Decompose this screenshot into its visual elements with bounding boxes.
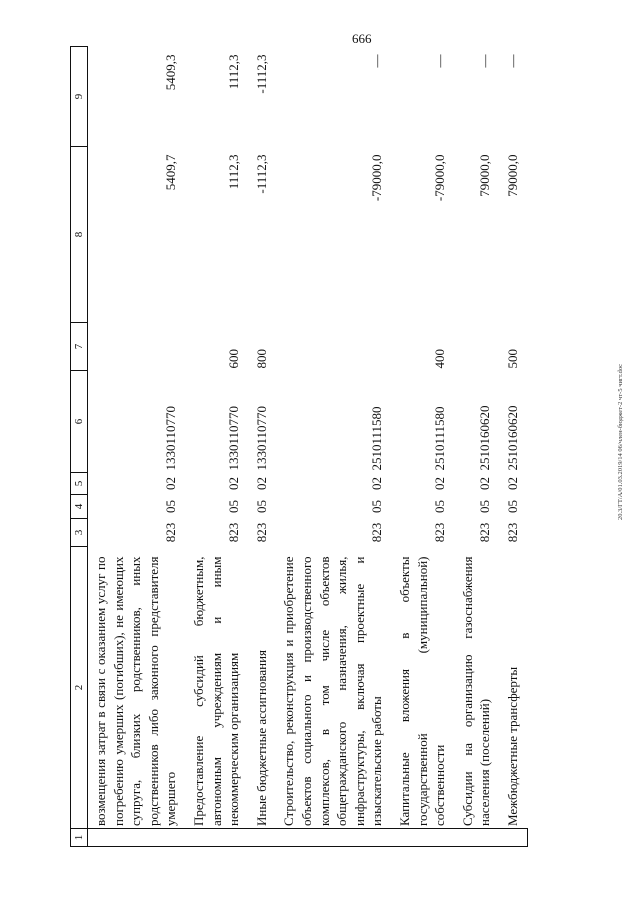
cell-amount-1: -1112,3 bbox=[253, 154, 269, 194]
budget-table bbox=[70, 46, 528, 847]
cell-amount-2: — bbox=[477, 54, 493, 68]
cell-type: 500 bbox=[504, 349, 520, 369]
cell-code: 823 bbox=[226, 522, 242, 543]
table-row bbox=[249, 47, 277, 847]
cell-code: 823 bbox=[504, 522, 520, 543]
cell-code: 823 bbox=[432, 522, 448, 543]
table-row bbox=[276, 47, 392, 847]
cell-target: 1330110770 bbox=[253, 405, 269, 471]
cell-amount-1: -79000,0 bbox=[369, 154, 385, 202]
cell-target: 2510160620 bbox=[477, 405, 493, 471]
cell-amount-2: — bbox=[432, 54, 448, 68]
cell-name: Предоставление субсидий бюджетным, автономным учреждениям и иным некоммерческим организациям bbox=[190, 556, 242, 826]
cell-type: 800 bbox=[253, 349, 269, 369]
header-col-9: 9 bbox=[71, 47, 88, 147]
cell-target: 1330110770 bbox=[226, 405, 242, 471]
cell-empty bbox=[455, 829, 500, 847]
table-body bbox=[88, 47, 528, 847]
table-row bbox=[455, 47, 500, 847]
table-row bbox=[500, 47, 528, 847]
cell-code: 823 bbox=[253, 522, 269, 543]
cell-section: 05 bbox=[163, 500, 179, 513]
cell-name: возмещения затрат в связи с оказанием услуг по погребению умерших (погибших), не имеющих супруга, близких родственников, иных родственников либо законного представителя умершего bbox=[93, 556, 179, 826]
header-col-4: 4 bbox=[71, 495, 88, 519]
cell-type: 600 bbox=[226, 349, 242, 369]
table-row bbox=[186, 47, 249, 847]
cell-section: 05 bbox=[253, 500, 269, 513]
cell-amount-1: 5409,7 bbox=[163, 154, 179, 191]
cell-empty bbox=[392, 829, 455, 847]
cell-empty bbox=[500, 829, 528, 847]
cell-type bbox=[276, 323, 392, 371]
cell-amount-2: 1112,3 bbox=[226, 54, 242, 90]
cell-section: 05 bbox=[226, 500, 242, 513]
cell-empty bbox=[276, 829, 392, 847]
cell-name: Иные бюджетные ассигнования bbox=[253, 649, 269, 826]
header-col-5: 5 bbox=[71, 473, 88, 495]
cell-code: 823 bbox=[477, 522, 493, 543]
footer-file-path-text: 20.3/ГТ/А/01.03.2019/14 06/член-бюджет-2 чт-5 чигт.doc bbox=[617, 364, 624, 520]
budget-table-container bbox=[70, 47, 611, 847]
cell-section: 05 bbox=[432, 500, 448, 513]
header-col-1: 1 bbox=[71, 829, 88, 847]
cell-section: 05 bbox=[504, 500, 520, 513]
cell-subsection: 02 bbox=[477, 477, 493, 490]
cell-amount-2: -1112,3 bbox=[253, 54, 269, 94]
cell-subsection: 02 bbox=[253, 477, 269, 490]
cell-amount-2: — bbox=[504, 54, 520, 68]
cell-empty bbox=[186, 829, 249, 847]
cell-code: 823 bbox=[163, 522, 179, 543]
cell-amount-1: 1112,3 bbox=[226, 154, 242, 190]
cell-type bbox=[88, 323, 186, 371]
page-number: 666 bbox=[352, 31, 372, 46]
table-header-row bbox=[71, 47, 88, 847]
cell-subsection: 02 bbox=[226, 477, 242, 490]
header-col-7: 7 bbox=[71, 323, 88, 371]
table-row bbox=[88, 47, 186, 847]
cell-amount-2: 5409,3 bbox=[163, 54, 179, 91]
cell-amount-1: -79000,0 bbox=[432, 154, 448, 202]
cell-section: 05 bbox=[369, 500, 385, 513]
cell-subsection: 02 bbox=[432, 477, 448, 490]
header-col-6: 6 bbox=[71, 371, 88, 473]
cell-amount-1: 79000,0 bbox=[477, 154, 493, 197]
header-col-2: 2 bbox=[71, 547, 88, 829]
cell-target: 2510160620 bbox=[504, 405, 520, 471]
cell-type bbox=[455, 323, 500, 371]
cell-amount-2: — bbox=[369, 54, 385, 68]
cell-empty bbox=[249, 829, 277, 847]
cell-target: 2510111580 bbox=[432, 406, 448, 471]
table-row bbox=[392, 47, 455, 847]
header-col-3: 3 bbox=[71, 519, 88, 547]
cell-amount-1: 79000,0 bbox=[504, 154, 520, 197]
cell-type: 400 bbox=[432, 349, 448, 369]
cell-name: Капитальные вложения в объекты государственной (муниципальной) собственности bbox=[396, 556, 448, 826]
cell-target: 1330110770 bbox=[163, 405, 179, 471]
cell-section: 05 bbox=[477, 500, 493, 513]
cell-target: 2510111580 bbox=[369, 406, 385, 471]
header-col-8: 8 bbox=[71, 147, 88, 323]
cell-name: Субсидии на организацию газоснабжения населения (поселений) bbox=[459, 556, 493, 826]
cell-code: 823 bbox=[369, 522, 385, 543]
cell-name: Строительство, реконструкция и приобретение объектов социального и производственного комплексов, в том числе объектов общегражданского назначения, жилья, инфраструктуры, включая проектные и изыскательские работы bbox=[281, 556, 385, 826]
cell-name: Межбюджетные трансферты bbox=[504, 666, 520, 826]
cell-subsection: 02 bbox=[163, 477, 179, 490]
cell-subsection: 02 bbox=[504, 477, 520, 490]
cell-subsection: 02 bbox=[369, 477, 385, 490]
cell-empty bbox=[88, 829, 186, 847]
